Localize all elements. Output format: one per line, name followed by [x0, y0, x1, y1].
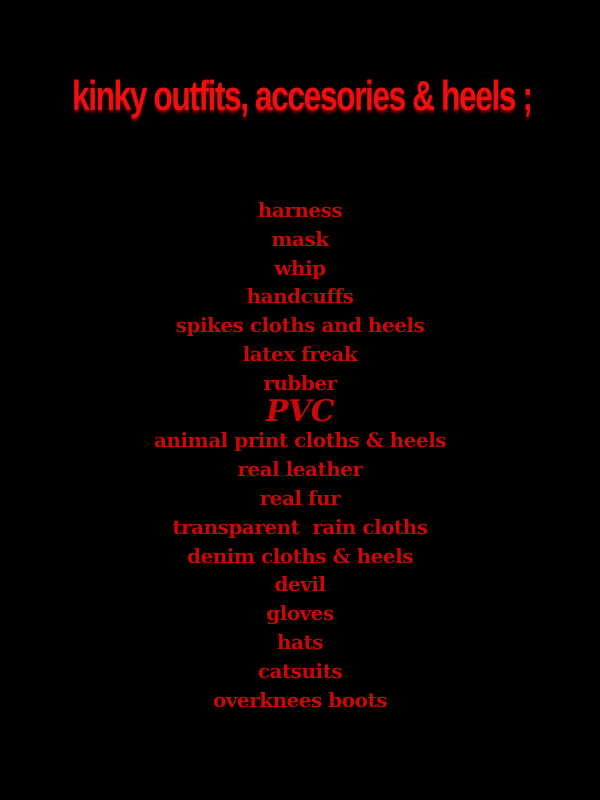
- list-item: real leather: [237, 457, 363, 482]
- list-item: denim cloths & heels: [187, 543, 413, 568]
- list-item: spikes cloths and heels: [175, 313, 425, 338]
- list-item: animal print cloths & heels: [153, 428, 447, 453]
- list-item: rubber: [263, 370, 337, 395]
- list-item: PVC: [265, 393, 335, 429]
- list-item: whip: [274, 255, 326, 280]
- list-item: real fur: [259, 485, 341, 510]
- list-item: hats: [277, 629, 323, 654]
- list-item: mask: [271, 226, 329, 251]
- list-item: handcuffs: [246, 284, 354, 309]
- list-item: catsuits: [257, 658, 343, 683]
- outfit-list: [0, 196, 600, 714]
- list-item: harness: [257, 198, 343, 222]
- list-item: latex freak: [242, 341, 358, 366]
- list-item: transparent rain cloths: [172, 514, 428, 539]
- list-item: gloves: [266, 601, 334, 626]
- list-item: devil: [274, 572, 326, 597]
- page-title: kinky outfits, accesories & heels ;: [72, 72, 532, 119]
- list-item: overknees boots: [213, 687, 387, 712]
